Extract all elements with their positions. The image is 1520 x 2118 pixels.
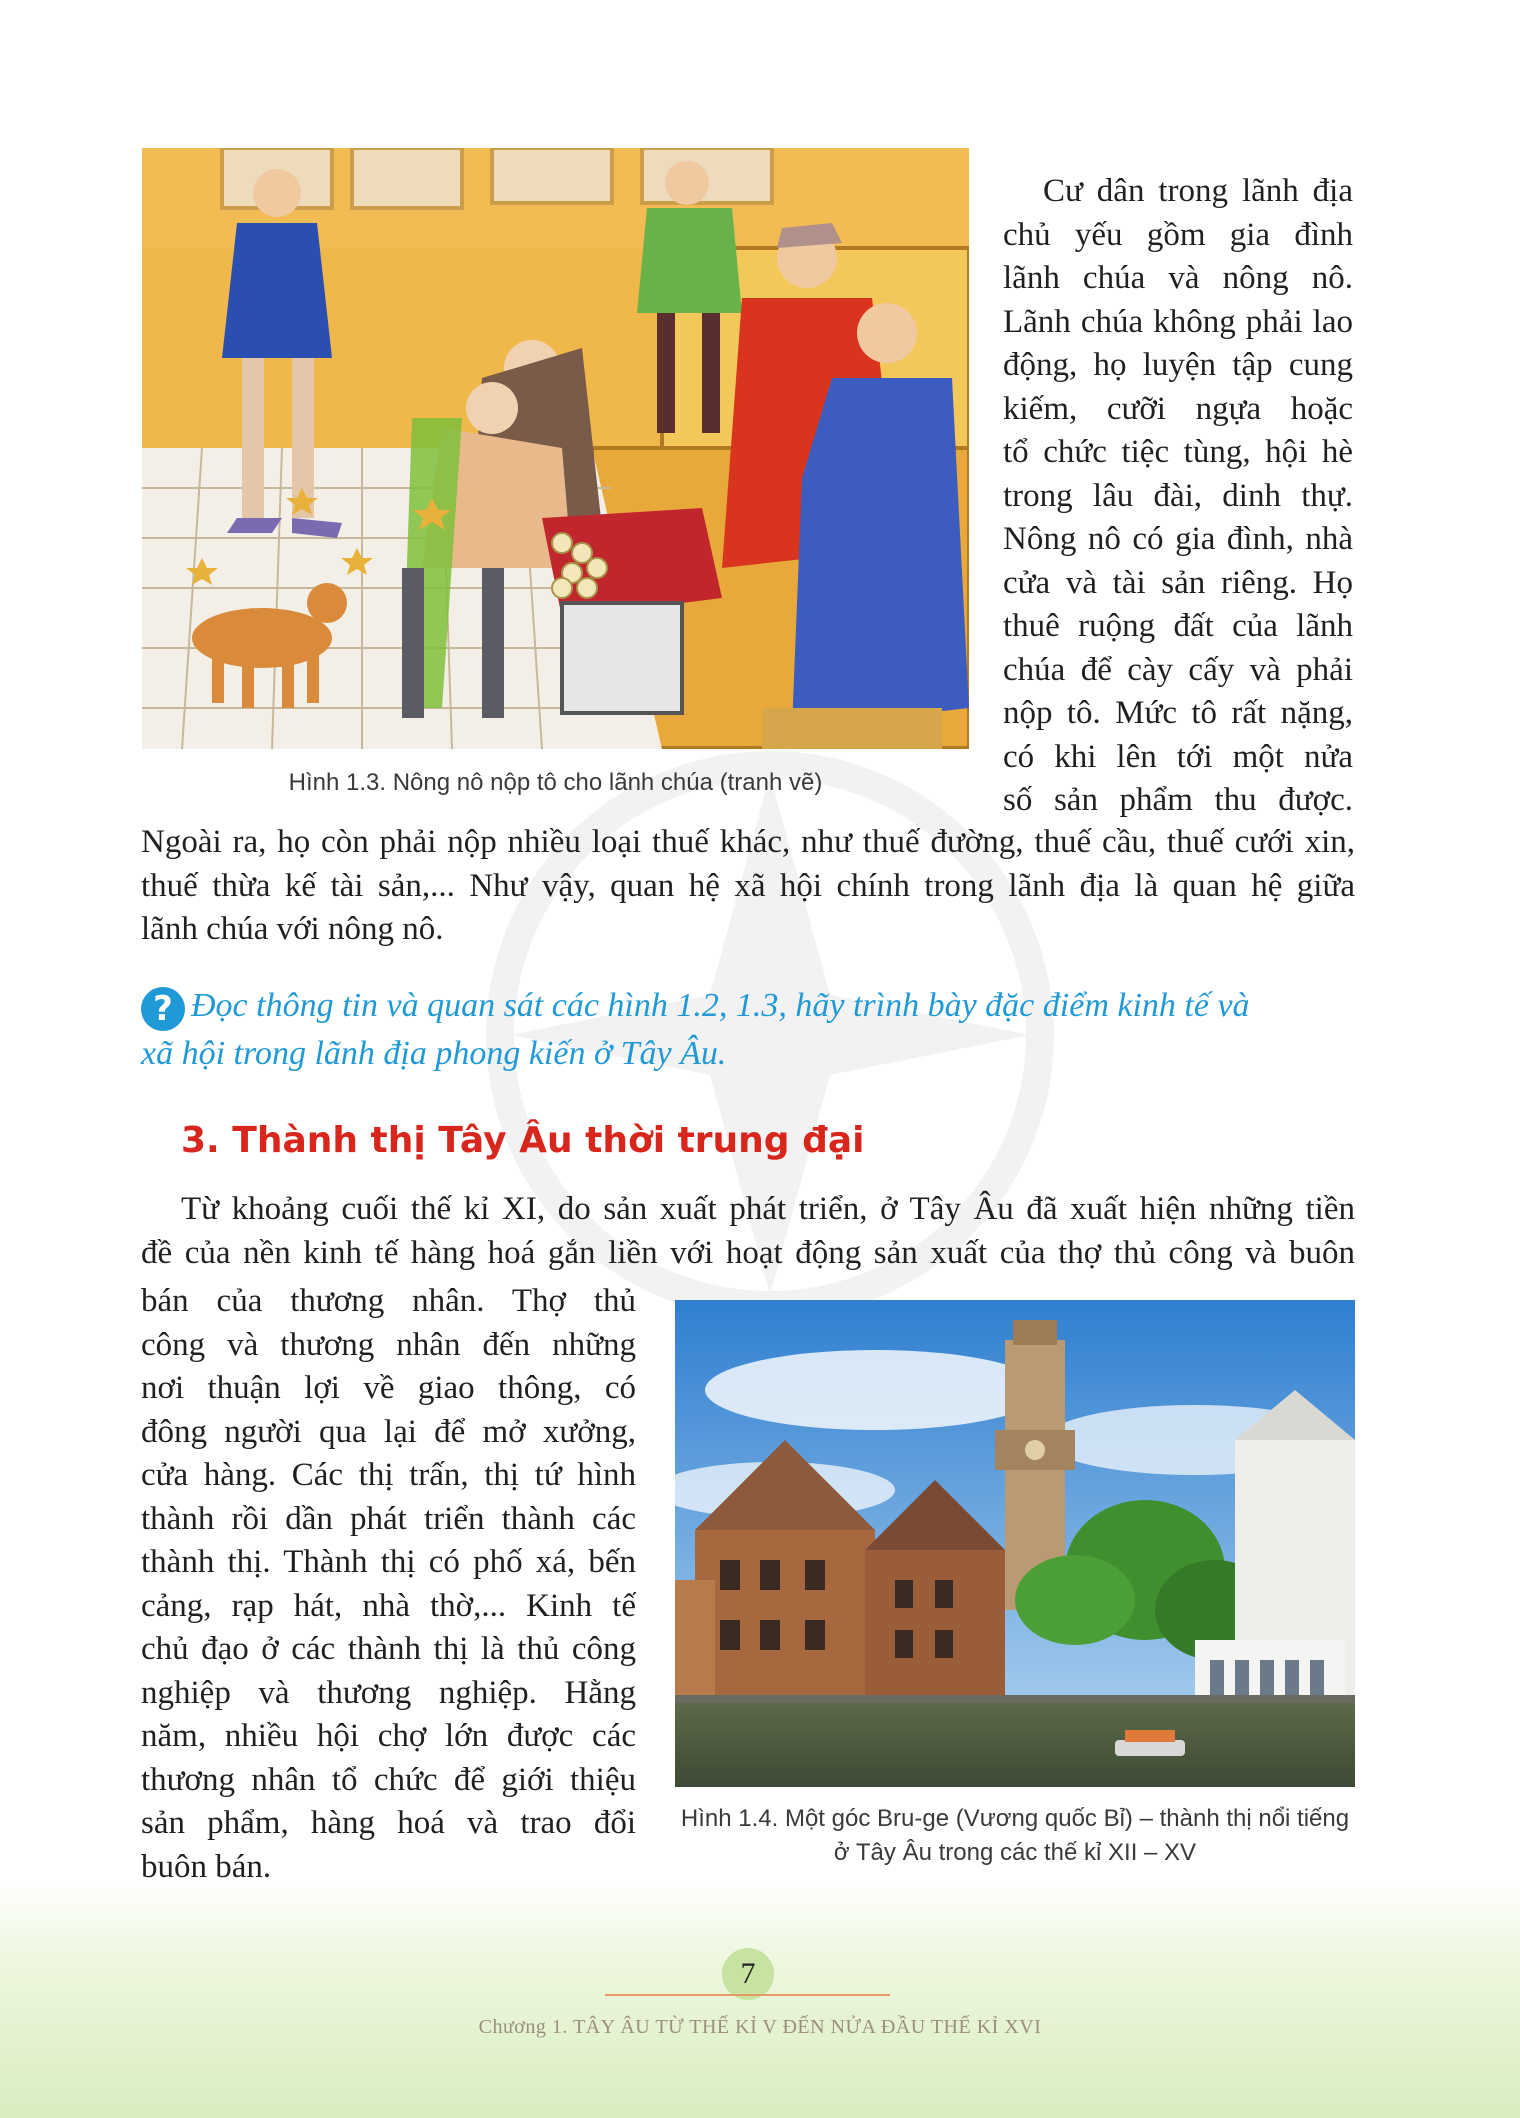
text-line: cửa hàng. Các thị trấn, thị tứ hình [141, 1457, 636, 1493]
section-3-full-text [141, 1188, 1355, 1275]
question-prompt [141, 983, 1356, 1076]
text-line: Ngoài ra, họ còn phải nộp nhiều loại thuế khác, như thuế đường, thuế cầu, thuế cưới xin, [141, 824, 1355, 860]
figure-1-4-caption-line-1: Hình 1.4. Một góc Bru-ge (Vương quốc Bỉ) – thành thị nổi tiếng [680, 1805, 1350, 1832]
figure-1-4-photo [675, 1300, 1355, 1787]
text-line: thương nhân tổ chức để giới thiệu [141, 1761, 636, 1798]
text-line: thuê ruộng đất của lãnh [1003, 608, 1353, 644]
figure-1-3-illustration [142, 148, 969, 749]
text-line: thuế thừa kế tài sản,... Như vậy, quan hệ xã hội chính trong lãnh địa là quan hệ giữa [141, 867, 1355, 904]
figure-1-4-caption-line-2: ở Tây Âu trong các thế kỉ XII – XV [833, 1839, 1197, 1866]
paragraph-1-full [141, 821, 1355, 952]
paragraph-1-narrow [1003, 170, 1353, 823]
text-line: lãnh chúa với nông nô. [141, 911, 444, 947]
text-line: Nông nô có gia đình, nhà [1003, 521, 1353, 557]
text-line: Cư dân trong lãnh địa [1043, 173, 1353, 209]
text-line: số sản phẩm thu được. [1003, 782, 1353, 818]
text-line: đề của nền kinh tế hàng hoá gắn liền với hoạt động sản xuất của thợ thủ công và buôn [141, 1234, 1355, 1271]
text-line: bán của thương nhân. Thợ thủ [141, 1283, 636, 1319]
text-line: cảng, rạp hát, nhà thờ,... Kinh tế [141, 1587, 636, 1624]
question-circle-icon: ? [141, 987, 185, 1031]
text-line: động, họ luyện tập cung [1003, 347, 1353, 383]
text-line: thành thị. Thành thị có phố xá, bến [141, 1544, 636, 1580]
text-line: chủ đạo ở các thành thị là thủ công [141, 1631, 636, 1667]
section-3-narrow [141, 1280, 636, 1889]
text-line: chủ yếu gồm gia đình [1003, 216, 1353, 253]
question-line-2: xã hội trong lãnh địa phong kiến ở Tây Âu. [141, 1035, 727, 1072]
text-line: đông người qua lại để mở xưởng, [141, 1413, 636, 1450]
text-line: cửa và tài sản riêng. Họ [1003, 564, 1353, 601]
section-3-narrow-text [141, 1280, 636, 1889]
text-line: năm, nhiều hội chợ lớn được các [141, 1718, 636, 1754]
text-line: lãnh chúa và nông nô. [1003, 260, 1353, 296]
text-line: nộp tô. Mức tô rất nặng, [1003, 695, 1353, 731]
text-line: Lãnh chúa không phải lao [1003, 303, 1353, 340]
figure-1-4-caption [675, 1802, 1355, 1870]
text-line: công và thương nhân đến những [141, 1326, 636, 1363]
question-line-1: Đọc thông tin và quan sát các hình 1.2, 1.3, hãy trình bày đặc điểm kinh tế và [191, 987, 1250, 1024]
text-line: có khi lên tới một nửa [1003, 738, 1353, 775]
text-line: thành rồi dần phát triển thành các [141, 1500, 636, 1537]
section-3-full [141, 1188, 1355, 1275]
footer-divider [605, 1994, 890, 1996]
text-line: buôn bán. [141, 1848, 272, 1885]
text-line: Từ khoảng cuối thế kỉ XI, do sản xuất phát triển, ở Tây Âu đã xuất hiện những tiền [181, 1191, 1355, 1227]
text-line: kiếm, cưỡi ngựa hoặc [1003, 390, 1353, 427]
footer-chapter-title: Chương 1. TÂY ÂU TỪ THẾ KỈ V ĐẾN NỬA ĐẦU THẾ KỈ XVI [478, 2016, 1042, 2038]
text-line: chúa để cày cấy và phải [1003, 651, 1353, 688]
section-3-title: 3. Thành thị Tây Âu thời trung đại [181, 1120, 865, 1161]
page-number: 7 [722, 1948, 774, 2000]
figure-1-3-caption: Hình 1.3. Nông nô nộp tô cho lãnh chúa (tranh vẽ) [288, 769, 823, 796]
paragraph-1-full-text [141, 821, 1355, 952]
text-line: nghiệp và thương nghiệp. Hằng [141, 1674, 636, 1711]
text-line: trong lâu đài, dinh thự. [1003, 477, 1353, 514]
text-line: nơi thuận lợi về giao thông, có [141, 1370, 636, 1406]
text-line: tổ chức tiệc tùng, hội hè [1003, 434, 1353, 470]
text-line: sản phẩm, hàng hoá và trao đổi [141, 1805, 636, 1841]
paragraph-1-narrow-text [1003, 170, 1353, 823]
